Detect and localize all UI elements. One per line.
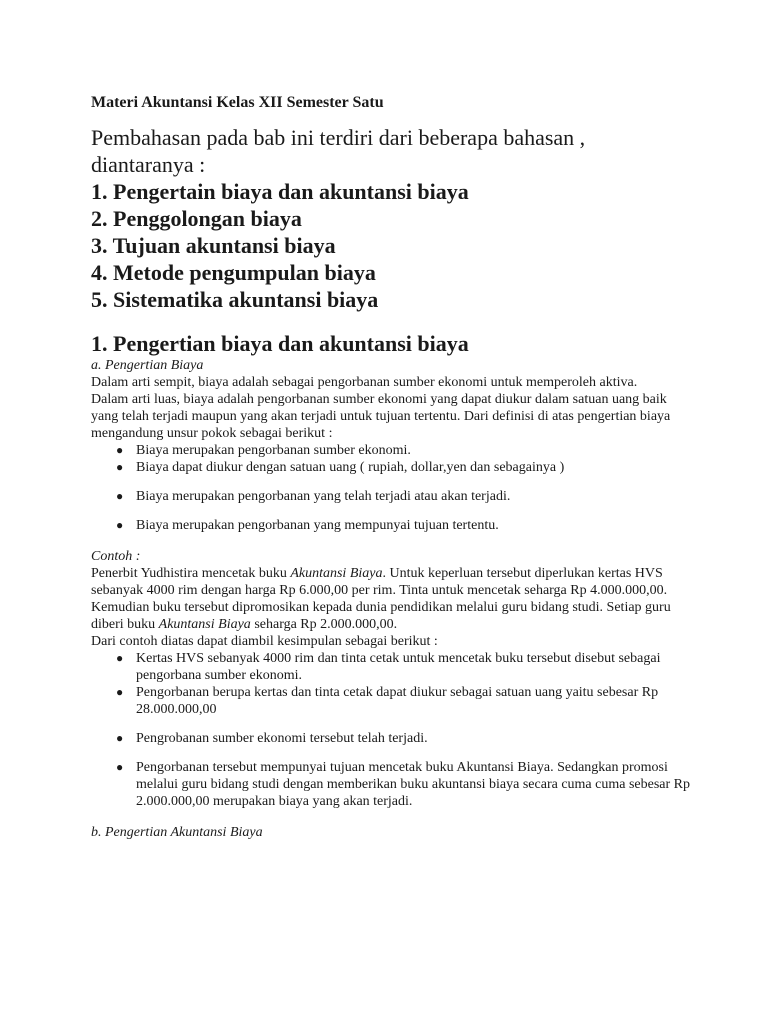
bullet-icon: ●: [116, 731, 124, 745]
topic-item: 5. Sistematika akuntansi biaya: [91, 287, 379, 312]
list-item: ● Pengrobanan sumber ekonomi tersebut telah terjadi.: [116, 731, 428, 746]
intro-text: Pembahasan pada bab ini terdiri dari beberapa bahasan , diantaranya :: [91, 125, 586, 177]
list-item: ● Biaya merupakan pengorbanan sumber ekonomi.: [116, 443, 411, 458]
bullet-icon: ●: [116, 760, 124, 774]
list-item: ● Pengorbanan berupa kertas dan tinta cetak dapat diukur sebagai satuan uang yaitu sebesar Rp 28.000.000,00: [116, 685, 659, 717]
topic-item: 1. Pengertain biaya dan akuntansi biaya: [91, 179, 469, 204]
document-title: Materi Akuntansi Kelas XII Semester Satu: [91, 94, 384, 111]
paragraph-broad-definition: Dalam arti luas, biaya adalah pengorbanan sumber ekonomi yang dapat diukur dalam satuan uang baik yang telah terjadi maupun yang akan terjadi untuk tujuan tertentu. Dari definisi di atas pengertian biaya mengandung unsur pokok sebagai berikut :: [91, 392, 671, 441]
book-title: Akuntansi Biaya: [158, 617, 251, 632]
list-item: ● Biaya dapat diukur dengan satuan uang ( rupiah, dollar,yen dan sebagainya ): [116, 460, 565, 475]
document-page: [91, 92, 691, 841]
example-label: Contoh :: [91, 549, 141, 564]
topic-item: 3. Tujuan akuntansi biaya: [91, 233, 336, 258]
book-title: Akuntansi Biaya: [290, 566, 383, 581]
list-item: ● Biaya merupakan pengorbanan yang mempunyai tujuan tertentu.: [116, 518, 499, 533]
list-item: ● Pengorbanan tersebut mempunyai tujuan mencetak buku Akuntansi Biaya. Sedangkan promosi melalui guru bidang studi dengan memberikan buku akuntansi biaya secara cuma cuma sebesar Rp 2.000.000,00 merupakan biaya yang akan terjadi.: [116, 760, 690, 809]
bullet-icon: ●: [116, 443, 124, 457]
subheading-a: a. Pengertian Biaya: [91, 358, 204, 373]
topic-item: 4. Metode pengumpulan biaya: [91, 260, 376, 285]
paragraph-narrow-definition: Dalam arti sempit, biaya adalah sebagai pengorbanan sumber ekonomi untuk memperoleh aktiva.: [91, 375, 638, 390]
conclusion-list: [91, 650, 691, 810]
conclusion-intro: Dari contoh diatas dapat diambil kesimpulan sebagai berikut :: [91, 634, 438, 649]
list-item: ● Kertas HVS sebanyak 4000 rim dan tinta cetak untuk mencetak buku tersebut disebut sebagai pengorbana sumber ekonomi.: [116, 651, 661, 683]
example-paragraph: Penerbit Yudhistira mencetak buku Akuntansi Biaya. Untuk keperluan tersebut diperlukan kertas HVS sebanyak 4000 rim dengan harga Rp 6.000,00 per rim. Tinta untuk mencetak seharga Rp 4.000.000,00. Kemudian buku tersebut dipromosikan kepada dunia pendidikan melalui guru bidang studi. Setiap guru diberi buku Akuntansi Biaya seharga Rp 2.000.000,00.: [91, 566, 671, 632]
topic-list: [91, 178, 691, 313]
bullet-icon: ●: [116, 489, 124, 503]
subheading-b: b. Pengertian Akuntansi Biaya: [91, 825, 263, 840]
cost-elements-list: [91, 442, 691, 534]
list-item: ● Biaya merupakan pengorbanan yang telah terjadi atau akan terjadi.: [116, 489, 511, 504]
bullet-icon: ●: [116, 518, 124, 532]
bullet-icon: ●: [116, 651, 124, 665]
section-heading: 1. Pengertian biaya dan akuntansi biaya: [91, 331, 469, 356]
topic-item: 2. Penggolongan biaya: [91, 206, 302, 231]
bullet-icon: ●: [116, 460, 124, 474]
bullet-icon: ●: [116, 685, 124, 699]
